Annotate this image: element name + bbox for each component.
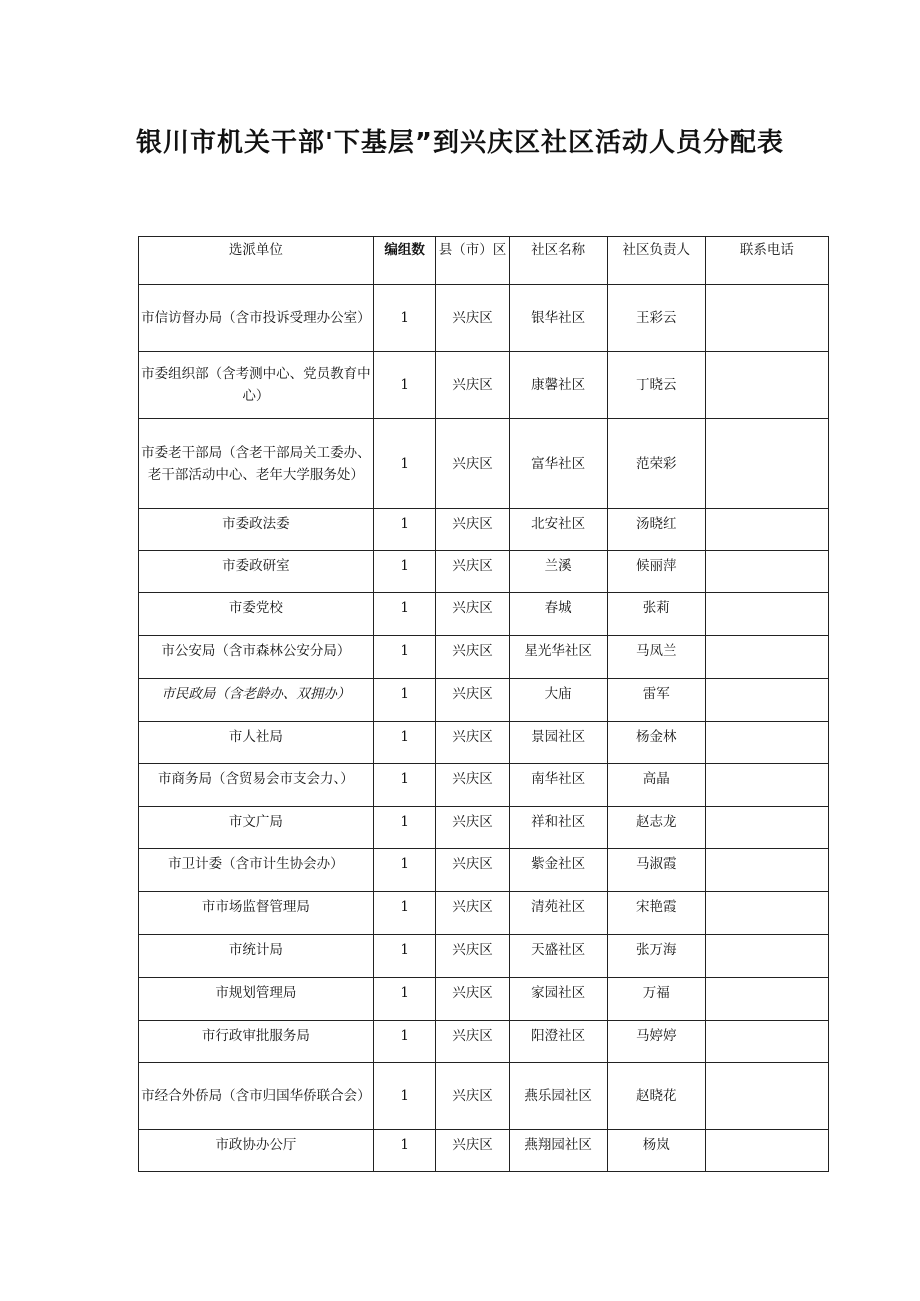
cell-count: 1: [373, 419, 436, 509]
cell-unit: 市统计局: [139, 935, 374, 978]
table-row: [139, 722, 829, 764]
cell-unit: 市公安局（含市森林公安分局）: [139, 636, 374, 679]
cell-count: 1: [373, 593, 436, 636]
header-community: 社区名称: [509, 237, 607, 285]
cell-leader: 马凤兰: [607, 636, 705, 679]
cell-district: 兴庆区: [436, 1130, 509, 1172]
table-row: [139, 978, 829, 1021]
cell-community: 家园社区: [509, 978, 607, 1021]
header-unit: 选派单位: [139, 237, 374, 285]
cell-leader: 丁晓云: [607, 352, 705, 419]
cell-leader: 宋艳霞: [607, 892, 705, 935]
cell-district: 兴庆区: [436, 978, 509, 1021]
cell-count: 1: [373, 1130, 436, 1172]
cell-community: 祥和社区: [509, 807, 607, 849]
cell-phone: [705, 764, 828, 807]
cell-count: 1: [373, 352, 436, 419]
cell-count: 1: [373, 551, 436, 593]
cell-count: 1: [373, 722, 436, 764]
cell-count: 1: [373, 1021, 436, 1063]
cell-phone: [705, 935, 828, 978]
page-title: 银川市机关干部'下基层”到兴庆区社区活动人员分配表: [135, 128, 785, 158]
table-row: [139, 593, 829, 636]
header-district: 县（市）区: [436, 237, 509, 285]
cell-community: 燕乐园社区: [509, 1063, 607, 1130]
cell-leader: 范荣彩: [607, 419, 705, 509]
cell-leader: 赵晓花: [607, 1063, 705, 1130]
cell-community: 康馨社区: [509, 352, 607, 419]
cell-phone: [705, 509, 828, 551]
cell-leader: 杨金林: [607, 722, 705, 764]
cell-district: 兴庆区: [436, 551, 509, 593]
cell-leader: 马婷婷: [607, 1021, 705, 1063]
cell-district: 兴庆区: [436, 285, 509, 352]
cell-community: 大庙: [509, 679, 607, 722]
cell-community: 燕翔园社区: [509, 1130, 607, 1172]
allocation-table: [138, 236, 829, 1172]
cell-community: 景园社区: [509, 722, 607, 764]
table-row: [139, 849, 829, 892]
cell-count: 1: [373, 978, 436, 1021]
cell-unit: 市民政局（含老龄办、双拥办）: [139, 679, 374, 722]
cell-district: 兴庆区: [436, 807, 509, 849]
cell-phone: [705, 807, 828, 849]
cell-unit: 市经合外侨局（含市归国华侨联合会）: [139, 1063, 374, 1130]
table-row: [139, 509, 829, 551]
cell-count: 1: [373, 935, 436, 978]
cell-phone: [705, 1063, 828, 1130]
cell-community: 紫金社区: [509, 849, 607, 892]
cell-phone: [705, 551, 828, 593]
table-row: [139, 935, 829, 978]
cell-unit: 市商务局（含贸易会市支会力、）: [139, 764, 374, 807]
cell-phone: [705, 593, 828, 636]
cell-leader: 马淑霞: [607, 849, 705, 892]
cell-district: 兴庆区: [436, 764, 509, 807]
cell-unit: 市市场监督管理局: [139, 892, 374, 935]
cell-unit: 市委组织部（含考测中心、党员教育中心）: [139, 352, 374, 419]
cell-district: 兴庆区: [436, 935, 509, 978]
header-leader: 社区负责人: [607, 237, 705, 285]
cell-leader: 高晶: [607, 764, 705, 807]
table-row: [139, 807, 829, 849]
cell-community: 北安社区: [509, 509, 607, 551]
cell-district: 兴庆区: [436, 1021, 509, 1063]
cell-district: 兴庆区: [436, 352, 509, 419]
cell-phone: [705, 892, 828, 935]
table-row: [139, 551, 829, 593]
cell-count: 1: [373, 285, 436, 352]
cell-phone: [705, 978, 828, 1021]
table-row: [139, 764, 829, 807]
cell-community: 天盛社区: [509, 935, 607, 978]
header-count: 编组数: [373, 237, 436, 285]
cell-district: 兴庆区: [436, 679, 509, 722]
cell-district: 兴庆区: [436, 509, 509, 551]
cell-count: 1: [373, 764, 436, 807]
cell-count: 1: [373, 807, 436, 849]
cell-unit: 市人社局: [139, 722, 374, 764]
cell-unit: 市委党校: [139, 593, 374, 636]
table-row: [139, 352, 829, 419]
header-phone: 联系电话: [705, 237, 828, 285]
cell-community: 春城: [509, 593, 607, 636]
cell-community: 南华社区: [509, 764, 607, 807]
cell-count: 1: [373, 849, 436, 892]
cell-leader: 雷军: [607, 679, 705, 722]
cell-leader: 汤晓红: [607, 509, 705, 551]
table-row: [139, 1063, 829, 1130]
cell-count: 1: [373, 509, 436, 551]
cell-unit: 市政协办公厅: [139, 1130, 374, 1172]
cell-unit: 市委老干部局（含老干部局关工委办、老干部活动中心、老年大学服务处）: [139, 419, 374, 509]
cell-unit: 市信访督办局（含市投诉受理办公室）: [139, 285, 374, 352]
table-row: [139, 419, 829, 509]
cell-district: 兴庆区: [436, 636, 509, 679]
cell-count: 1: [373, 892, 436, 935]
cell-leader: 候丽萍: [607, 551, 705, 593]
cell-unit: 市委政法委: [139, 509, 374, 551]
cell-district: 兴庆区: [436, 722, 509, 764]
cell-leader: 赵志龙: [607, 807, 705, 849]
cell-district: 兴庆区: [436, 593, 509, 636]
cell-phone: [705, 849, 828, 892]
cell-leader: 张莉: [607, 593, 705, 636]
cell-unit: 市规划管理局: [139, 978, 374, 1021]
table-row: [139, 892, 829, 935]
cell-unit: 市委政研室: [139, 551, 374, 593]
table-row: [139, 679, 829, 722]
cell-count: 1: [373, 1063, 436, 1130]
cell-community: 银华社区: [509, 285, 607, 352]
table-row: [139, 1130, 829, 1172]
cell-leader: 杨岚: [607, 1130, 705, 1172]
cell-phone: [705, 285, 828, 352]
cell-phone: [705, 722, 828, 764]
cell-phone: [705, 1021, 828, 1063]
cell-community: 阳澄社区: [509, 1021, 607, 1063]
cell-leader: 张万海: [607, 935, 705, 978]
cell-count: 1: [373, 679, 436, 722]
cell-phone: [705, 419, 828, 509]
cell-community: 兰溪: [509, 551, 607, 593]
cell-phone: [705, 1130, 828, 1172]
table-row: [139, 636, 829, 679]
cell-unit: 市行政审批服务局: [139, 1021, 374, 1063]
cell-district: 兴庆区: [436, 1063, 509, 1130]
header-row: [139, 237, 829, 285]
cell-community: 清苑社区: [509, 892, 607, 935]
cell-phone: [705, 679, 828, 722]
cell-district: 兴庆区: [436, 892, 509, 935]
cell-unit: 市文广局: [139, 807, 374, 849]
cell-leader: 万福: [607, 978, 705, 1021]
cell-community: 富华社区: [509, 419, 607, 509]
cell-district: 兴庆区: [436, 849, 509, 892]
cell-phone: [705, 352, 828, 419]
cell-phone: [705, 636, 828, 679]
cell-count: 1: [373, 636, 436, 679]
table-row: [139, 1021, 829, 1063]
table-row: [139, 285, 829, 352]
cell-community: 星光华社区: [509, 636, 607, 679]
cell-district: 兴庆区: [436, 419, 509, 509]
cell-leader: 王彩云: [607, 285, 705, 352]
cell-unit: 市卫计委（含市计生协会办）: [139, 849, 374, 892]
